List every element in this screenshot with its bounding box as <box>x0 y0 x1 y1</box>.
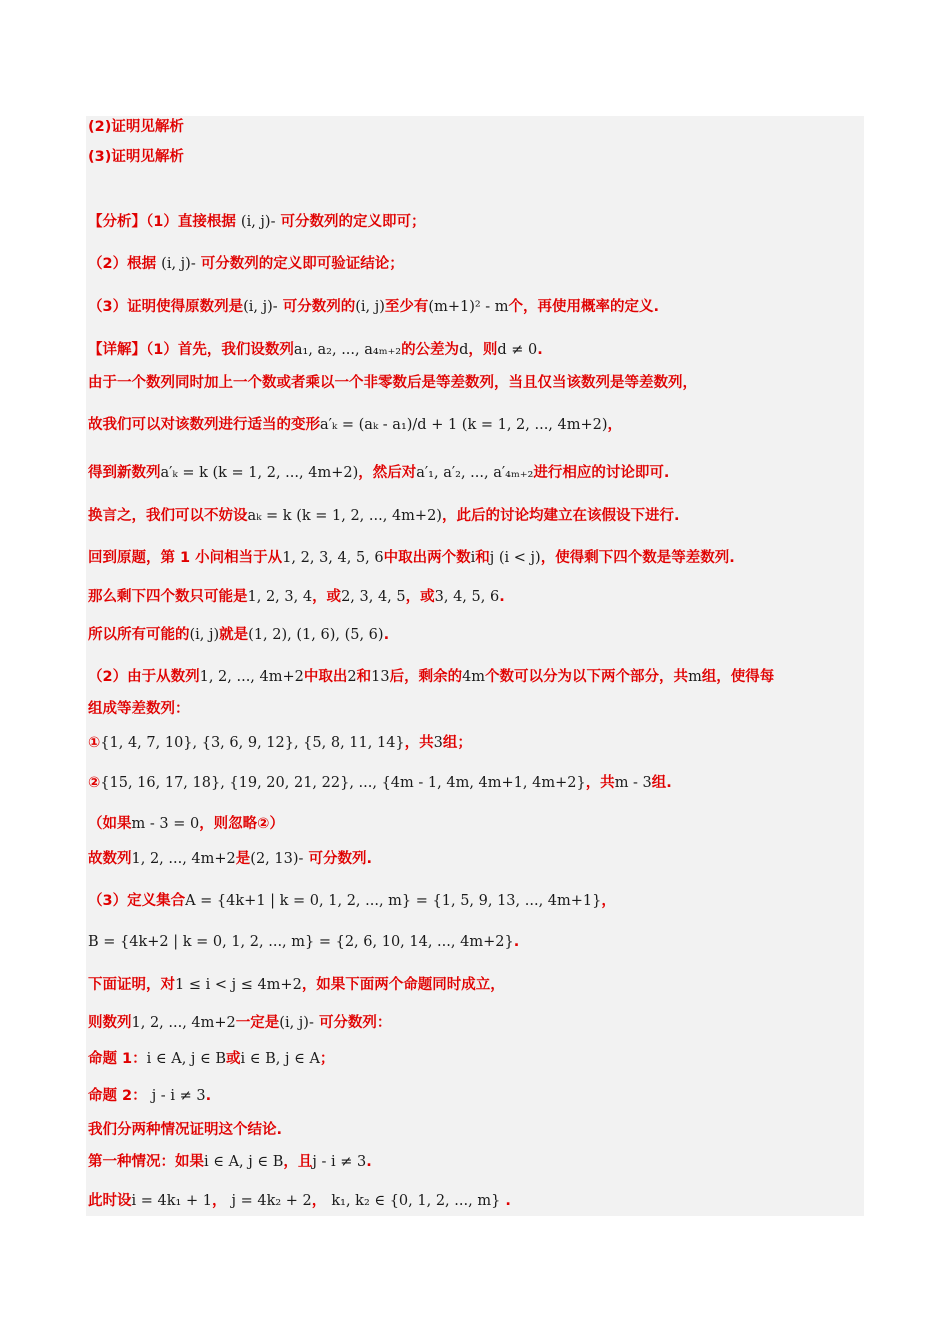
text: ； <box>319 1051 335 1067</box>
text: ， <box>601 893 616 909</box>
text: （1）首先，我们设数列 <box>146 342 294 358</box>
text: 可分数列的 <box>282 299 356 315</box>
detail-line-8 <box>88 625 389 645</box>
math: (1, 2), (1, 6), (5, 6) <box>248 627 384 643</box>
math: (i, j) <box>355 299 385 315</box>
detail-tag: 【详解】 <box>88 342 146 358</box>
text: 后，剩余的 <box>389 669 463 685</box>
math: i ∈ B, j ∈ A <box>240 1051 320 1067</box>
text: 组. <box>651 775 672 791</box>
detail-line-12 <box>88 773 672 793</box>
text: 故数列 <box>88 851 132 867</box>
math: 4m <box>462 669 486 685</box>
math: (2, 13)- <box>250 851 304 867</box>
detail-line-17 <box>88 975 505 995</box>
detail-line-15 <box>88 891 616 911</box>
math: (m+1)² - m <box>428 299 509 315</box>
detail-line-22 <box>88 1152 372 1172</box>
text: 和 <box>356 669 372 685</box>
math: aₖ = k (k = 1, 2, ..., 4m+2) <box>247 508 442 524</box>
text: ，或 <box>312 589 342 605</box>
text: （2）根据 <box>88 256 157 272</box>
math: i = 4k₁ + 1 <box>131 1193 212 1209</box>
detail-line-11 <box>88 733 472 753</box>
math: i <box>470 550 476 566</box>
text: （3）证明使得原数列是 <box>88 299 244 315</box>
text: 中取出两个数 <box>383 550 471 566</box>
text: 所以所有可能的 <box>88 627 190 643</box>
math: m - 3 = 0 <box>131 816 200 832</box>
text: 命题 1： <box>88 1051 147 1067</box>
math: 3, 4, 5, 6 <box>434 589 500 605</box>
text: 可分数列的定义即可验证结论； <box>200 256 404 272</box>
text: 那么剩下四个数只可能是 <box>88 589 248 605</box>
math: 3 <box>433 735 443 751</box>
detail-line-14 <box>88 849 372 869</box>
text: 是 <box>235 851 251 867</box>
text: 或 <box>226 1051 241 1067</box>
math: j - i ≠ 3 <box>151 1088 206 1104</box>
text: 就是 <box>219 627 249 643</box>
math: d <box>459 342 469 358</box>
detail-line-21: 我们分两种情况证明这个结论. <box>88 1122 283 1138</box>
text: 至少有 <box>384 299 429 315</box>
text: ，且 <box>283 1154 313 1170</box>
math: B = {4k+2 | k = 0, 1, 2, ..., m} = {2, 6, 10, 14, ..., 4m+2} <box>88 934 514 950</box>
analysis-tag: 【分析】 <box>88 214 146 230</box>
text: . <box>537 342 543 358</box>
math: j = 4k₂ + 2 <box>231 1193 312 1209</box>
answer-2: (2)证明见解析 <box>88 119 184 135</box>
text: 个数可以分为以下两个部分，共 <box>485 669 689 685</box>
detail-line-18 <box>88 1013 391 1033</box>
text: ，然后对 <box>358 465 417 481</box>
detail-line-6 <box>88 548 735 568</box>
math: 1, 2, 3, 4 <box>247 589 313 605</box>
text: . <box>366 1154 372 1170</box>
math: i ∈ A, j ∈ B <box>204 1154 284 1170</box>
math: (i, j)- <box>243 299 278 315</box>
math: i ∈ A, j ∈ B <box>146 1051 227 1067</box>
math: k₁, k₂ ∈ {0, 1, 2, ..., m} <box>331 1193 501 1209</box>
math: 2, 3, 4, 5 <box>341 589 406 605</box>
text: 命题 2： <box>88 1088 147 1104</box>
text: 回到原题，第 1 小问相当于从 <box>88 550 283 566</box>
text: 则数列 <box>88 1015 132 1031</box>
text: ② <box>88 775 101 791</box>
math: 1, 2, ..., 4m+2 <box>199 669 304 685</box>
text: 可分数列： <box>318 1015 392 1031</box>
text: ，共 <box>585 775 615 791</box>
detail-line-16 <box>88 932 519 952</box>
math: m <box>688 669 702 685</box>
text: 可分数列的定义即可； <box>280 214 426 230</box>
detail-line-2: 由于一个数列同时加上一个数或者乘以一个非零数后是等差数列，当且仅当该数列是等差数列， <box>88 375 697 391</box>
text: ， <box>311 1193 327 1209</box>
detail-line-9 <box>88 667 774 687</box>
math: A = {4k+1 | k = 0, 1, 2, ..., m} = {1, 5, 9, 13, ..., 4m+1} <box>185 893 602 909</box>
math: a′₁, a′₂, ..., a′₄ₘ₊₂ <box>416 465 534 481</box>
detail-line-23 <box>88 1191 511 1211</box>
text: 故我们可以对该数列进行适当的变形 <box>88 417 320 433</box>
text: 第一种情况：如果 <box>88 1154 204 1170</box>
text: （如果 <box>88 816 132 832</box>
analysis-line-3 <box>88 297 659 317</box>
detail-line-10: 组成等差数列： <box>88 701 190 717</box>
math: 1, 2, ..., 4m+2 <box>131 1015 236 1031</box>
math: j - i ≠ 3 <box>312 1154 367 1170</box>
detail-line-3 <box>88 415 622 435</box>
text: （3）定义集合 <box>88 893 186 909</box>
text: 组； <box>442 735 472 751</box>
text: ，如果下面两个命题同时成立， <box>301 977 505 993</box>
math: 1, 2, ..., 4m+2 <box>131 851 236 867</box>
text: 个，再使用概率的定义. <box>508 299 660 315</box>
text: . <box>383 627 390 643</box>
math: {15, 16, 17, 18}, {19, 20, 21, 22}, ..., {4m - 1, 4m, 4m+1, 4m+2} <box>100 775 586 791</box>
text: ，则 <box>468 342 498 358</box>
detail-line-20 <box>88 1086 211 1106</box>
text: . <box>505 1193 511 1209</box>
text: 一定是 <box>235 1015 280 1031</box>
text: ① <box>88 735 101 751</box>
text: 的公差为 <box>401 342 460 358</box>
answer-3: (3)证明见解析 <box>88 149 184 165</box>
text: . <box>513 934 520 950</box>
text: 换言之，我们可以不妨设 <box>88 508 248 524</box>
math: {1, 4, 7, 10}, {3, 6, 9, 12}, {5, 8, 11, 14} <box>100 735 405 751</box>
text: ， <box>211 1193 227 1209</box>
detail-line-5 <box>88 506 679 526</box>
math: (i, j)- <box>279 1015 314 1031</box>
text: 可分数列. <box>308 851 372 867</box>
detail-line-19 <box>88 1049 334 1069</box>
text: ，或 <box>405 589 435 605</box>
math: 1 ≤ i < j ≤ 4m+2 <box>175 977 302 993</box>
math: 2 <box>347 669 357 685</box>
text: 进行相应的讨论即可. <box>533 465 670 481</box>
detail-line-13 <box>88 814 284 834</box>
text: （2）由于从数列 <box>88 669 200 685</box>
text: ， <box>607 417 623 433</box>
text: ，此后的讨论均建立在该假设下进行. <box>441 508 680 524</box>
math: d ≠ 0 <box>497 342 538 358</box>
text: 组，使得每 <box>701 669 775 685</box>
math: (i, j) <box>189 627 220 643</box>
detail-line-1 <box>88 340 543 360</box>
text: . <box>205 1088 212 1104</box>
text: 下面证明，对 <box>88 977 175 993</box>
math: m - 3 <box>614 775 652 791</box>
detail-line-7 <box>88 587 505 607</box>
text: ，则忽略②） <box>199 816 284 832</box>
math: a₁, a₂, ..., a₄ₘ₊₂ <box>293 342 402 358</box>
detail-line-4 <box>88 463 669 483</box>
text: ，使得剩下四个数是等差数列. <box>540 550 735 566</box>
math: a′ₖ = (aₖ - a₁)/d + 1 (k = 1, 2, ..., 4m+2) <box>320 417 608 433</box>
text: 得到新数列 <box>88 465 161 481</box>
math: a′ₖ = k (k = 1, 2, ..., 4m+2) <box>160 465 359 481</box>
math: 13 <box>371 669 390 685</box>
analysis-line-2 <box>88 254 404 274</box>
math: 1, 2, 3, 4, 5, 6 <box>282 550 384 566</box>
math: (i, j)- <box>240 214 276 230</box>
math: (i, j)- <box>161 256 196 272</box>
text: ，共 <box>404 735 434 751</box>
analysis-line-1 <box>88 212 426 232</box>
text: 和 <box>475 550 490 566</box>
analysis-p1-label: （1）直接根据 <box>146 214 236 230</box>
text: 中取出 <box>303 669 348 685</box>
text: 此时设 <box>88 1193 132 1209</box>
text: . <box>499 589 505 605</box>
math: j (i < j) <box>489 550 541 566</box>
